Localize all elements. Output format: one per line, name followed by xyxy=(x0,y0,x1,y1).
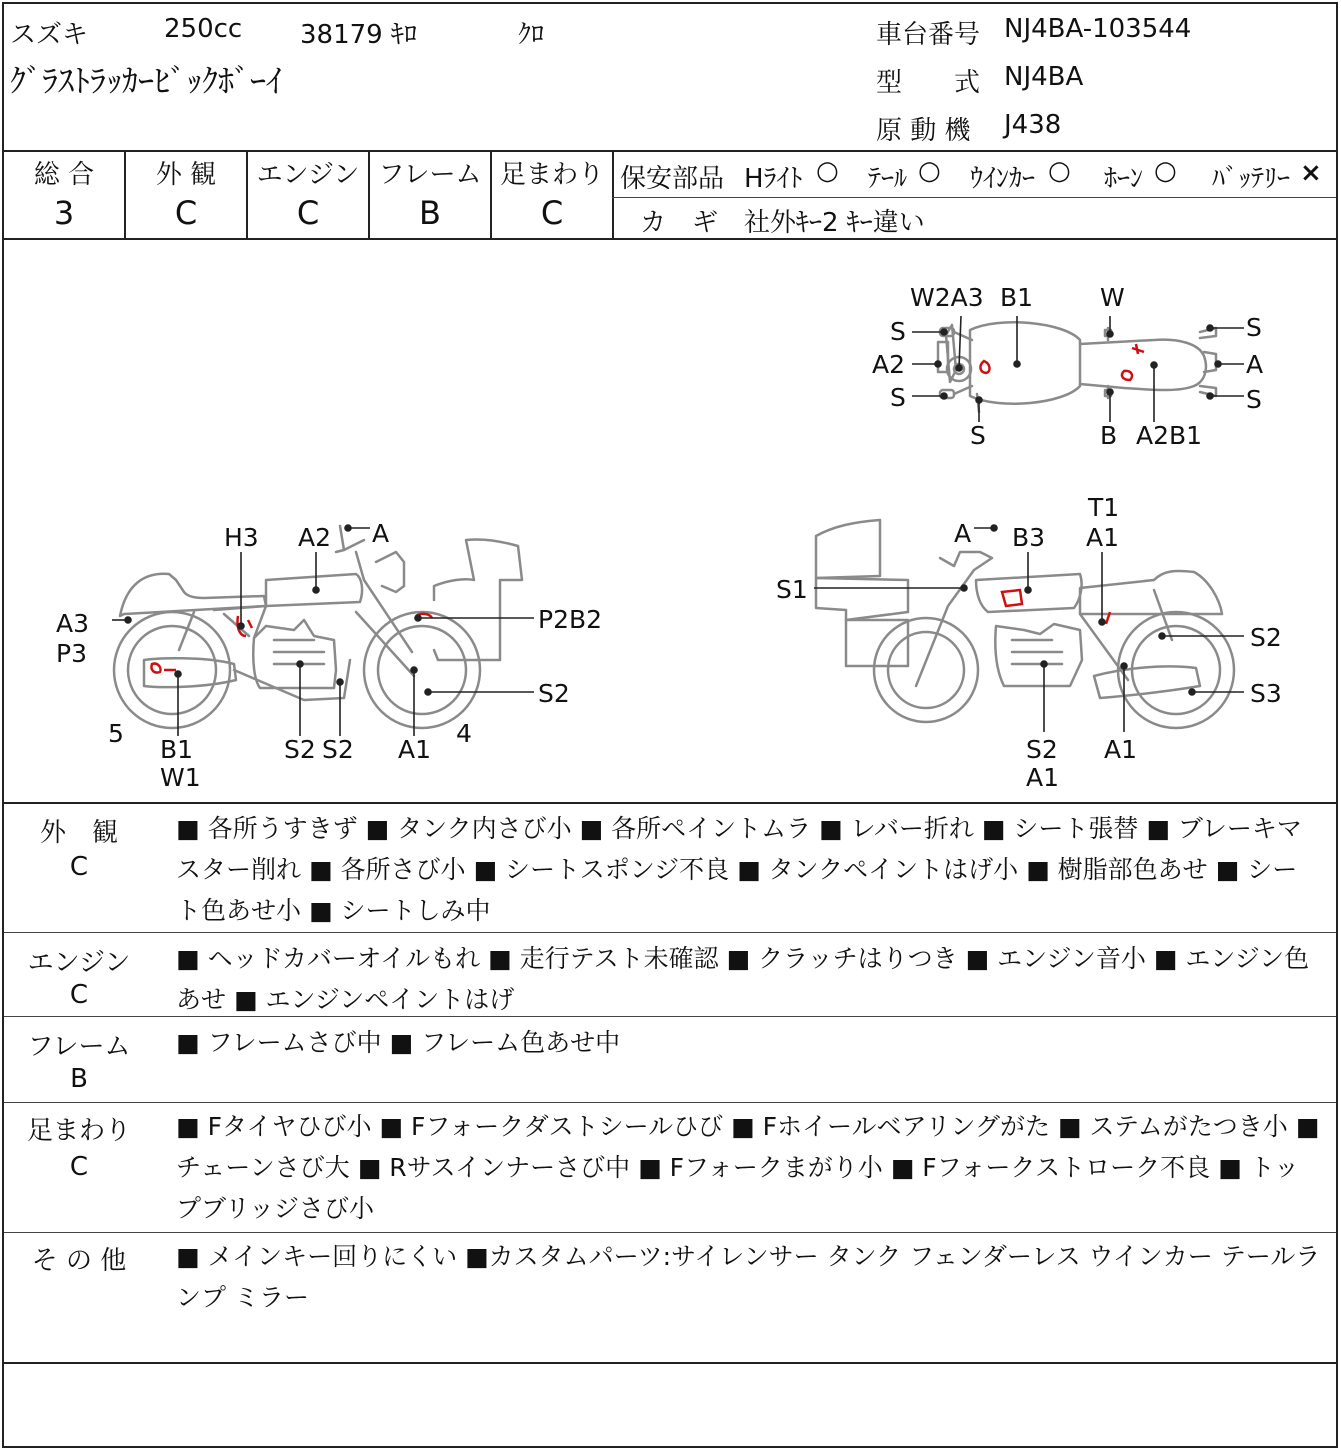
label-top-s-rear-right: S xyxy=(1246,385,1262,414)
part-horn-label: ﾎｰﾝ xyxy=(1104,164,1144,194)
frame-number-label: 車台番号 xyxy=(876,20,981,50)
part-battery-label: ﾊﾞｯﾃﾘｰ xyxy=(1212,164,1291,194)
grade-exterior-label: 外 観 xyxy=(155,160,217,190)
grade-frame-value: B xyxy=(419,194,441,232)
label-left-w1: W1 xyxy=(160,763,201,792)
note-engine-label: エンジン xyxy=(27,948,131,978)
label-top-s-rear-left: S xyxy=(890,383,906,412)
inspection-sheet xyxy=(2,2,1338,1448)
note-other-text: ■ メインキー回りにくい ■カスタムパーツ:サイレンサー タンク フェンダーレス ウインカー テールランプ ミラー xyxy=(176,1242,1321,1312)
label-left-s2-rear: S2 xyxy=(538,679,570,708)
label-top-a2: A2 xyxy=(872,350,906,379)
label-top-s-front-left: S xyxy=(890,317,906,346)
divider xyxy=(4,932,1336,933)
grade-engine-value: C xyxy=(296,194,320,232)
part-winker-mark: ○ xyxy=(1048,156,1071,186)
damage-diagram xyxy=(4,240,1336,802)
label-left-5: 5 xyxy=(108,719,124,748)
note-engine-grade: C xyxy=(69,980,89,1010)
label-right-a1-lower: A1 xyxy=(1026,763,1060,792)
note-exterior-text: ■ 各所うすきず ■ タンク内さび小 ■ 各所ペイントムラ ■ レバー折れ ■ シート張替 ■ ブレーキマスター削れ ■ 各所さび小 ■ シートスポンジ不良 ■ タンクペイントはげ小 ■ 樹脂部色あせ ■ シート色あせ小 ■ シートしみ中 xyxy=(176,814,1302,925)
label-right-b3: B3 xyxy=(1012,523,1046,552)
label-right-a: A xyxy=(954,519,972,548)
label-right-a1-top: A1 xyxy=(1086,523,1120,552)
divider xyxy=(4,1362,1336,1364)
note-suspension-text: ■ Fタイヤひび小 ■ Fフォークダストシールひび ■ Fホイールベアリングがた ■ ステムがたつき小 ■ チェーンさび大 ■ Rサスインナーさび中 ■ Fフォークまがり小 ■ Fフォークストローク不良 ■ トップブリッジさび小 xyxy=(176,1112,1320,1223)
grade-engine-label: エンジン xyxy=(256,160,360,190)
part-tail-label: ﾃｰﾙ xyxy=(868,164,908,194)
key-value: 社外ｷｰ2 ｷｰ違い xyxy=(744,208,925,238)
label-left-h3: H3 xyxy=(224,523,259,552)
part-winker-label: ｳｲﾝｶｰ xyxy=(970,164,1036,194)
label-top-w: W xyxy=(1100,283,1125,312)
note-engine-text: ■ ヘッドカバーオイルもれ ■ 走行テスト未確認 ■ クラッチはりつき ■ エンジン音小 ■ エンジン色あせ ■ エンジンペイントはげ xyxy=(176,944,1310,1014)
engine-code-label: 原 動 機 xyxy=(876,116,971,146)
grade-frame-label: フレーム xyxy=(378,160,482,190)
note-suspension-grade: C xyxy=(69,1152,89,1182)
note-frame-label: フレーム xyxy=(27,1032,131,1062)
note-exterior-grade: C xyxy=(69,852,89,882)
label-right-s1: S1 xyxy=(776,575,808,604)
label-left-s2a: S2 xyxy=(284,735,316,764)
model-name: ｸﾞﾗｽﾄﾗｯｶｰﾋﾞｯｸﾎﾞｰｲ xyxy=(10,62,283,100)
part-headlight-label: Hﾗｲﾄ xyxy=(744,164,803,194)
label-right-s2: S2 xyxy=(1250,623,1282,652)
label-left-s2b: S2 xyxy=(322,735,354,764)
label-left-a: A xyxy=(372,519,390,548)
label-top-a2b1: A2B1 xyxy=(1136,421,1203,450)
grade-suspension-label: 足まわり xyxy=(499,160,604,190)
label-top-s-front-right: S xyxy=(1246,313,1262,342)
note-other-label: そ の 他 xyxy=(31,1246,127,1276)
label-left-p2b2: P2B2 xyxy=(538,605,603,634)
engine-code-value: J438 xyxy=(1004,110,1062,140)
motorcycle-left-view xyxy=(114,526,522,728)
grade-overall-label: 総 合 xyxy=(33,160,95,190)
label-left-p3: P3 xyxy=(56,639,87,668)
grade-exterior-value: C xyxy=(174,194,198,232)
displacement: 250cc xyxy=(164,14,243,44)
maker: スズキ xyxy=(10,20,89,50)
label-top-b1: B1 xyxy=(1000,283,1034,312)
divider xyxy=(4,1016,1336,1017)
label-right-s2-bottom: S2 xyxy=(1026,735,1058,764)
frame-number-value: NJ4BA-103544 xyxy=(1004,14,1192,44)
label-right-s3: S3 xyxy=(1250,679,1282,708)
note-suspension-label: 足まわり xyxy=(26,1116,131,1146)
label-left-a1: A1 xyxy=(398,735,432,764)
label-top-s-bottom: S xyxy=(970,421,986,450)
color: ｸﾛ xyxy=(518,20,545,50)
key-label: カ ギ xyxy=(640,208,719,238)
grade-overall-value: 3 xyxy=(53,194,75,232)
divider xyxy=(4,1102,1336,1103)
label-left-a2: A2 xyxy=(298,523,332,552)
label-left-b1: B1 xyxy=(160,735,194,764)
label-top-b: B xyxy=(1100,421,1118,450)
divider xyxy=(612,197,1336,198)
note-exterior-label: 外 観 xyxy=(39,818,118,848)
mileage: 38179 ｷﾛ xyxy=(300,20,417,50)
safety-parts-title: 保安部品 xyxy=(620,164,725,194)
divider xyxy=(4,150,1336,152)
label-left-a3: A3 xyxy=(56,609,90,638)
label-right-t1: T1 xyxy=(1088,493,1120,522)
label-right-a1-bottom: A1 xyxy=(1104,735,1138,764)
divider xyxy=(612,150,614,238)
model-type-value: NJ4BA xyxy=(1004,62,1084,92)
note-frame-text: ■ フレームさび中 ■ フレーム色あせ中 xyxy=(176,1028,621,1057)
divider xyxy=(4,802,1336,804)
part-headlight-mark: ○ xyxy=(816,156,839,186)
label-top-w2a3: W2A3 xyxy=(910,283,984,312)
label-top-a: A xyxy=(1246,350,1264,379)
part-battery-mark: × xyxy=(1300,158,1322,188)
part-tail-mark: ○ xyxy=(918,156,941,186)
label-left-4: 4 xyxy=(456,719,472,748)
part-horn-mark: ○ xyxy=(1154,156,1177,186)
model-type-label: 型 式 xyxy=(876,68,981,98)
divider xyxy=(4,1232,1336,1233)
note-frame-grade: B xyxy=(70,1064,88,1094)
grade-suspension-value: C xyxy=(540,194,564,232)
